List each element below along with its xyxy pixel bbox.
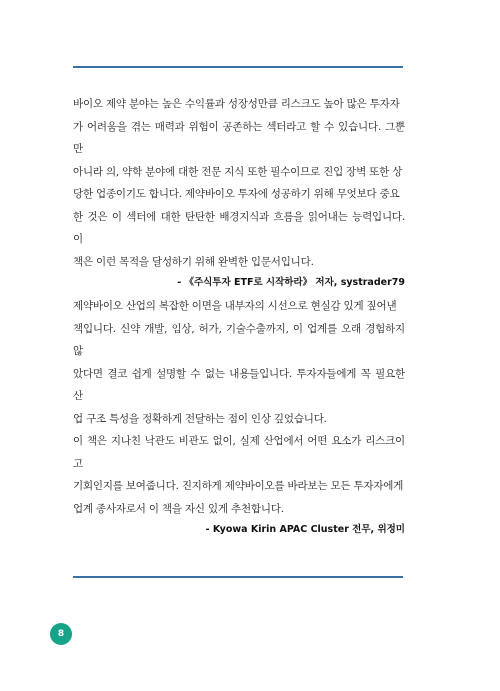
page-number-badge: 8 (50, 623, 72, 645)
quote-line: 책입니다. 신약 개발, 임상, 허가, 기술수출까지, 이 업계를 오래 경험하지 않 (73, 322, 405, 357)
quote-line: 한 것은 이 섹터에 대한 탄탄한 배경지식과 흐름을 읽어내는 능력입니다. 이 (73, 210, 405, 245)
quote-line: 제약바이오 산업의 복잡한 이면을 내부자의 시선으로 현실감 있게 짚어낸 (73, 300, 397, 312)
quote-attribution: - 《주식투자 ETF로 시작하라》 저자, systrader79 (177, 277, 405, 288)
quote-line: 가 어려움을 겪는 매력과 위험이 공존하는 섹터라고 할 수 있습니다. 그뿐만 (73, 120, 405, 155)
quote-line: 바이오 제약 분야는 높은 수익률과 성장성만큼 리스크도 높아 많은 투자자 (73, 98, 400, 110)
quote-line: 업계 종사자로서 이 책을 자신 있게 추천합니다. (73, 502, 284, 515)
quote-line: 이 책은 지나친 낙관도 비관도 없이, 실제 산업에서 어떤 요소가 리스크이고 (73, 435, 405, 470)
quote-line: 업 구조 특성을 정확하게 전달하는 점이 인상 깊었습니다. (73, 412, 327, 425)
quote-line: 책은 이런 목적을 달성하기 위해 완벽한 입문서입니다. (73, 255, 314, 268)
quote-line: 았다면 결코 쉽게 설명할 수 없는 내용들입니다. 투자자들에게 꼭 필요한 산 (73, 367, 405, 402)
quote-line: 아니라 의, 약학 분야에 대한 전문 지식 또한 필수이므로 진입 장벽 또한 상 (73, 165, 403, 178)
top-divider (73, 66, 403, 68)
bottom-divider (73, 576, 403, 578)
endorsement-quote-1 (73, 93, 405, 288)
quote-line: 당한 업종이기도 합니다. 제약바이오 투자에 성공하기 위해 무엇보다 중요 (73, 188, 400, 200)
endorsement-quote-2 (73, 295, 405, 535)
quote-attribution: - Kyowa Kirin APAC Cluster 전무, 위정미 (205, 524, 405, 535)
quote-line: 기회인지를 보여줍니다. 진지하게 제약바이오를 바라보는 모든 투자자에게 (73, 480, 404, 492)
